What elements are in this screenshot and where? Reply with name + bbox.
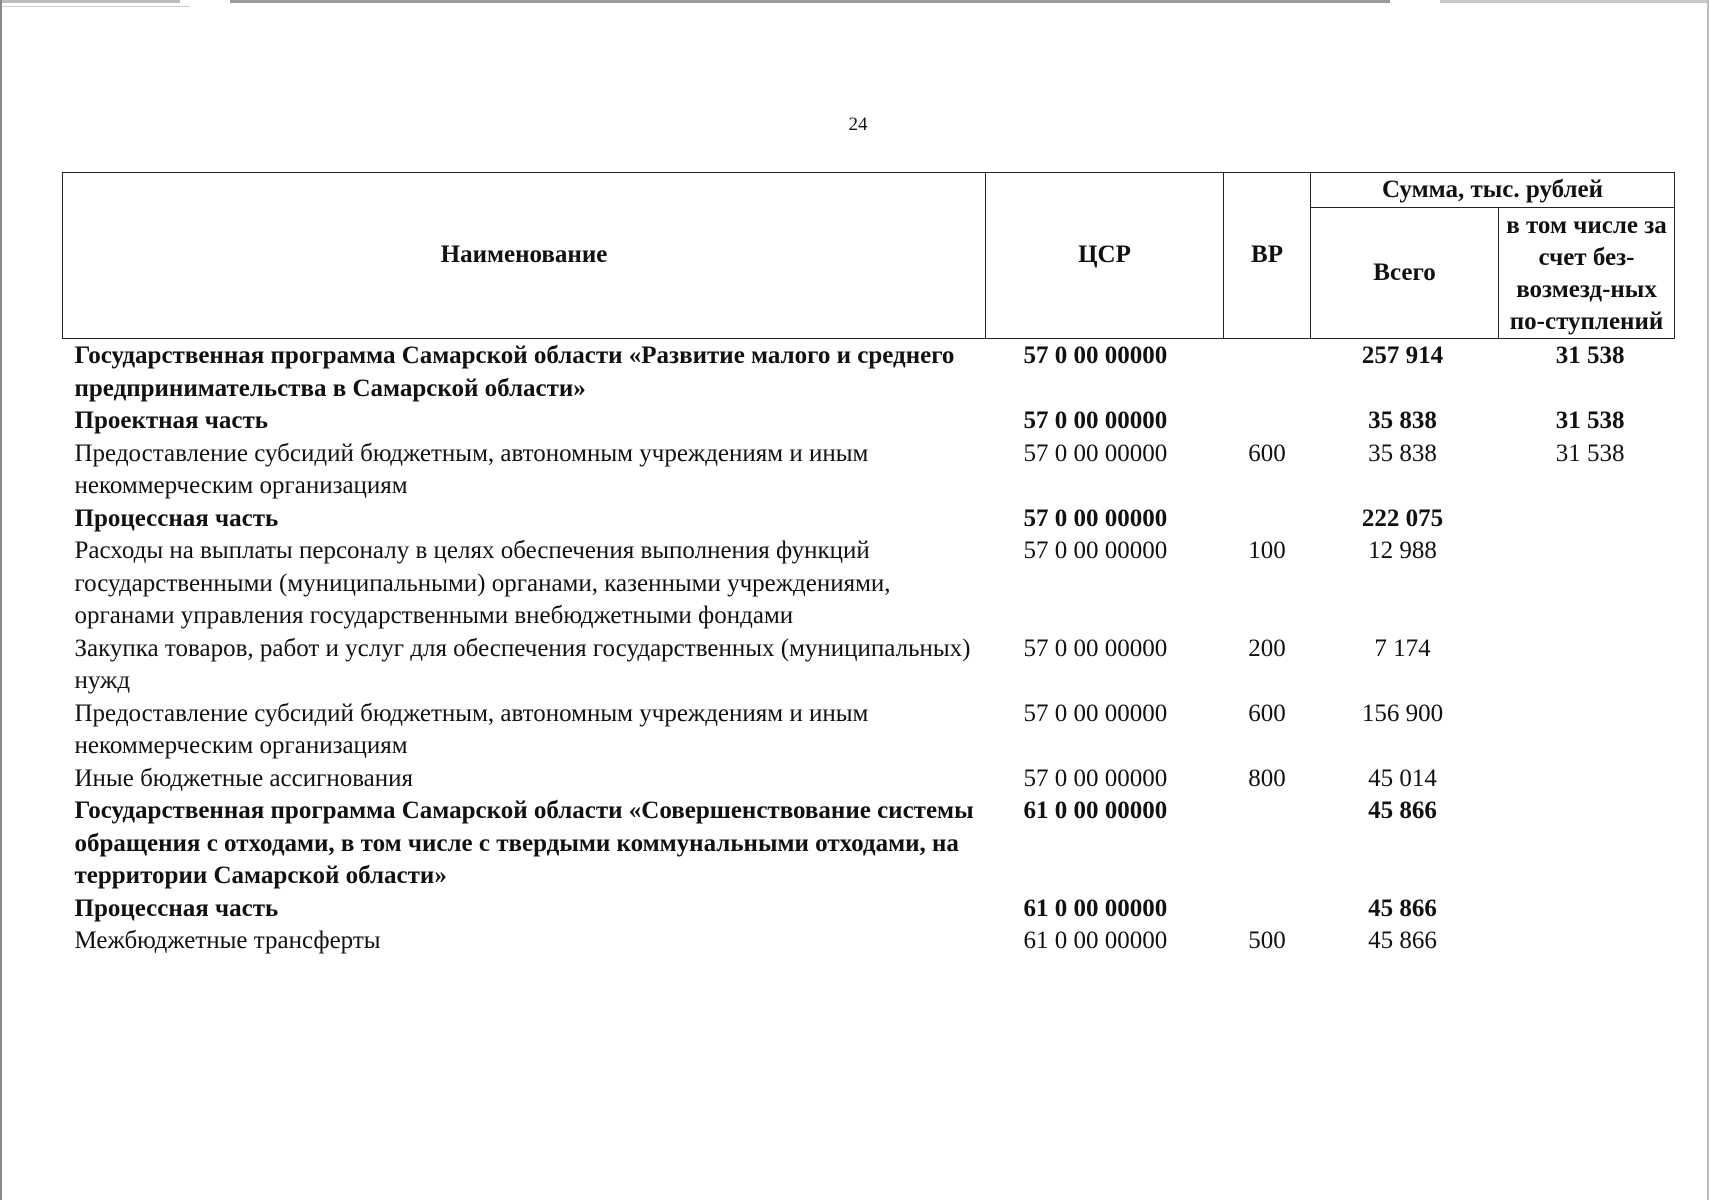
row-vr: 100 (1248, 537, 1286, 564)
row-csr: 57 0 00 00000 (1023, 699, 1168, 727)
row-total: 7 174 (1374, 634, 1431, 662)
row-total: 257 914 (1361, 342, 1444, 369)
table-row (63, 795, 1675, 893)
row-csr: 57 0 00 00000 (1023, 504, 1168, 532)
table-row (63, 503, 1675, 536)
header-sum: Сумма, тыс. рублей (1311, 173, 1675, 208)
row-grant (1499, 535, 1675, 633)
table-header (63, 173, 1675, 339)
row-csr: 57 0 00 00000 (1023, 764, 1168, 792)
row-total: 156 900 (1361, 699, 1444, 727)
header-csr: ЦСР (986, 173, 1224, 339)
table-row (63, 535, 1675, 633)
row-grant: 31 538 (1555, 407, 1625, 434)
scan-edge-left (0, 0, 2, 1200)
row-vr: 600 (1248, 439, 1286, 467)
header-including: в том числе за счет без-возмезд-ных по-ступлений (1499, 208, 1675, 339)
row-vr: 500 (1248, 927, 1286, 954)
row-vr (1224, 893, 1311, 926)
row-csr: 57 0 00 00000 (1023, 439, 1168, 467)
row-grant (1499, 893, 1675, 926)
table-row (63, 763, 1675, 796)
row-name: Межбюджетные трансферты (74, 927, 381, 954)
table-row (63, 893, 1675, 926)
row-name: Проектная часть (74, 407, 269, 434)
row-grant (1499, 763, 1675, 796)
row-csr: 57 0 00 00000 (1023, 537, 1168, 564)
page-number: 24 (848, 114, 868, 135)
row-grant: 31 538 (1555, 342, 1625, 369)
table-row (63, 925, 1675, 958)
row-total: 45 866 (1368, 797, 1437, 824)
table-row (63, 405, 1675, 438)
header-total: Всего (1311, 208, 1499, 339)
row-total: 45 866 (1368, 927, 1437, 954)
row-vr: 600 (1248, 699, 1286, 727)
row-name: Государственная программа Самарской области «Совершенствование системы обращения с отходами, в том числе с твердыми коммунальными отходами, на территории Самарской области» (74, 797, 974, 889)
row-grant (1499, 698, 1675, 763)
table-body (63, 339, 1675, 958)
row-vr (1224, 795, 1311, 893)
row-name: Расходы на выплаты персоналу в целях обеспечения выполнения функций государственными (муниципальными) органами, казенными учреждениями, органами управления государственными внебюджетными фондами (74, 537, 891, 629)
row-grant (1499, 795, 1675, 893)
row-name: Государственная программа Самарской области «Развитие малого и среднего предпринимательства в Самарской области» (74, 342, 955, 402)
row-csr: 57 0 00 00000 (1023, 634, 1168, 662)
budget-table (62, 172, 1675, 958)
row-total: 12 988 (1368, 537, 1437, 564)
header-vr: ВР (1224, 173, 1311, 339)
row-name: Процессная часть (74, 504, 279, 532)
table-row (63, 438, 1675, 503)
row-csr: 61 0 00 00000 (1023, 894, 1168, 922)
row-csr: 57 0 00 00000 (1023, 342, 1168, 369)
row-total: 45 866 (1368, 894, 1437, 922)
scan-edge-mark (0, 6, 190, 7)
row-name: Процессная часть (74, 894, 279, 922)
row-name: Предоставление субсидий бюджетным, автономным учреждениям и иным некоммерческим организациям (74, 439, 869, 499)
row-vr: 800 (1248, 764, 1286, 792)
row-vr (1224, 503, 1311, 536)
row-total: 35 838 (1368, 407, 1437, 434)
row-vr: 200 (1248, 634, 1286, 662)
row-csr: 57 0 00 00000 (1023, 407, 1168, 434)
row-grant (1499, 633, 1675, 698)
header-name: Наименование (63, 173, 986, 339)
row-csr: 61 0 00 00000 (1023, 927, 1168, 954)
row-total: 222 075 (1361, 504, 1444, 532)
row-name: Иные бюджетные ассигнования (74, 764, 414, 792)
scan-edge-top (0, 0, 1709, 3)
row-total: 35 838 (1368, 439, 1437, 467)
row-grant: 31 538 (1555, 439, 1625, 467)
row-csr: 61 0 00 00000 (1023, 797, 1168, 824)
row-grant (1499, 925, 1675, 958)
table-row (63, 339, 1675, 406)
row-name: Закупка товаров, работ и услуг для обеспечения государственных (муниципальных) нужд (74, 634, 971, 694)
row-vr (1224, 339, 1311, 406)
row-name: Предоставление субсидий бюджетным, автономным учреждениям и иным некоммерческим организациям (74, 699, 869, 759)
row-grant (1499, 503, 1675, 536)
row-total: 45 014 (1368, 764, 1437, 792)
table-row (63, 698, 1675, 763)
table-row (63, 633, 1675, 698)
row-vr (1224, 405, 1311, 438)
